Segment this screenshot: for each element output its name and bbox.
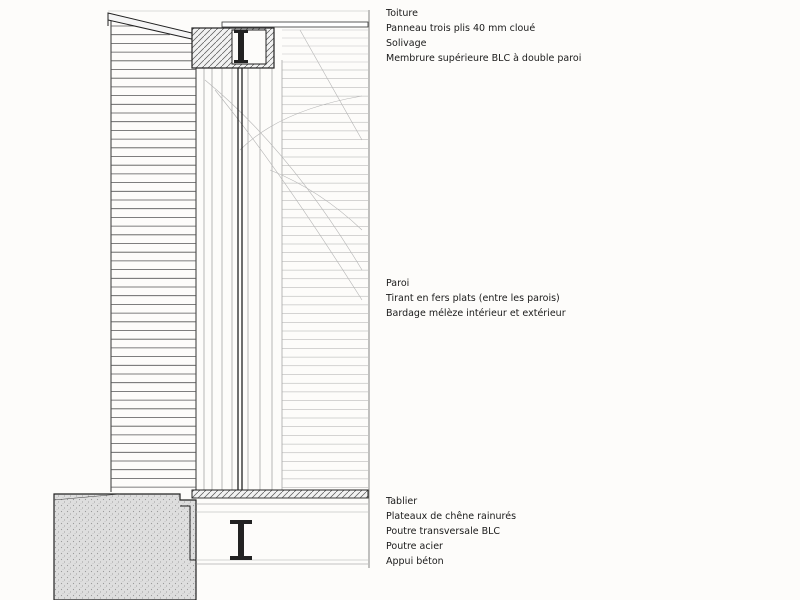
deck-planks — [192, 490, 368, 564]
steel-column — [238, 66, 242, 492]
deck-steel-beam — [230, 520, 252, 560]
interior-wall-lines — [204, 60, 368, 492]
legend-wall-item: Tirant en fers plats (entre les parois) — [386, 293, 560, 304]
legend-roof-item: Panneau trois plis 40 mm cloué — [386, 23, 536, 34]
legend-roof-item: Solivage — [386, 38, 427, 49]
legend-wall-item: Paroi — [386, 278, 410, 289]
legend-deck-item: Tablier — [386, 496, 418, 507]
legend-deck-item: Plateaux de chêne rainurés — [386, 511, 517, 522]
legend-wall-item: Bardage mélèze intérieur et extérieur — [386, 308, 566, 319]
legend-roof-item: Toiture — [386, 8, 418, 19]
concrete-abutment — [54, 494, 196, 600]
legend-roof-item: Membrure supérieure BLC à double paroi — [386, 53, 582, 64]
legend-deck-item: Appui béton — [386, 556, 444, 567]
legend-deck-item: Poutre transversale BLC — [386, 526, 501, 537]
legend-deck — [386, 494, 516, 569]
roof-steel-beam — [238, 32, 244, 62]
roof-structure — [108, 11, 368, 68]
legend-wall — [386, 276, 566, 321]
exterior-cladding — [111, 20, 196, 492]
legend-roof — [386, 6, 581, 66]
tie-rods — [205, 30, 362, 300]
roof-grid — [282, 30, 368, 62]
legend-deck-item: Poutre acier — [386, 541, 443, 552]
